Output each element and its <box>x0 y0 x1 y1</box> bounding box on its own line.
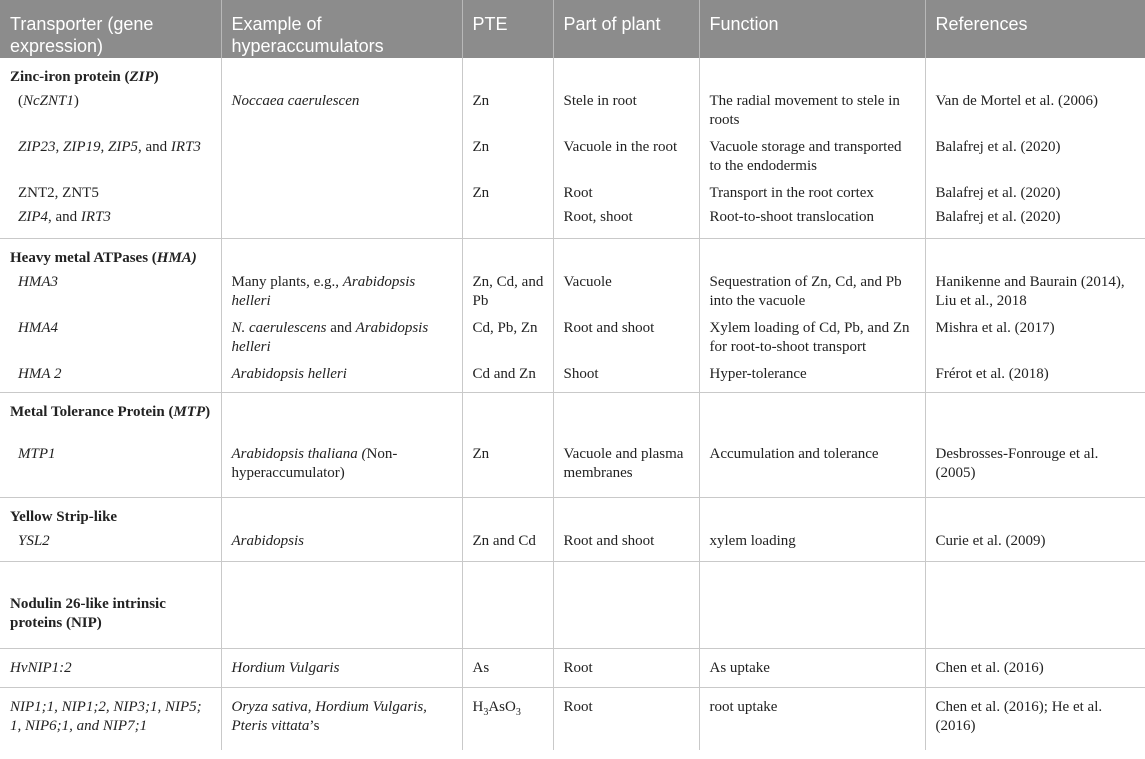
reference-cell: Chen et al. (2016); He et al. (2016) <box>925 688 1145 751</box>
function-cell: Accumulation and tolerance <box>699 445 925 498</box>
reference-cell: Hanikenne and Baurain (2014), Liu et al., 2018 <box>925 273 1145 319</box>
transporter-cell: ZNT2, ZNT5 <box>18 185 99 201</box>
transporter-cell: HvNIP1:2 <box>0 649 221 688</box>
header-hyperaccumulators: Example of hyperaccumulators <box>221 0 462 58</box>
reference-cell: Chen et al. (2016) <box>925 649 1145 688</box>
group-title-text: ) <box>205 404 211 420</box>
function-cell: Sequestration of Zn, Cd, and Pb into the vacuole <box>699 273 925 319</box>
function-cell: xylem loading <box>699 532 925 562</box>
reference-cell: Desbrosses-Fonrouge et al. (2005) <box>925 445 1145 498</box>
empty-cell <box>462 58 553 92</box>
cell-text: Arabidopsis thaliana <box>231 446 358 462</box>
function-cell: The radial movement to stele in roots <box>699 92 925 138</box>
cell-text: , and <box>48 209 81 225</box>
empty-cell <box>553 498 699 533</box>
cell-text: N. caerulescens <box>231 320 327 336</box>
cell-text: Non-hyperaccumulator) <box>231 446 398 481</box>
header-row <box>0 0 1145 58</box>
part-cell: Root and shoot <box>553 319 699 365</box>
example-cell <box>221 273 462 319</box>
part-cell: Vacuole <box>553 273 699 319</box>
table-row <box>0 273 1145 319</box>
function-cell: root uptake <box>699 688 925 751</box>
group-title-mtp <box>0 393 221 446</box>
pte-cell: Zn <box>462 138 553 184</box>
group-title-gene: HMA) <box>156 250 197 266</box>
empty-cell <box>699 239 925 274</box>
empty-cell <box>221 239 462 274</box>
header-function: Function <box>699 0 925 58</box>
example-cell <box>221 445 462 498</box>
empty-cell <box>925 393 1145 446</box>
example-cell: Hordium Vulgaris <box>221 649 462 688</box>
empty-cell <box>699 498 925 533</box>
example-cell <box>221 319 462 365</box>
empty-cell <box>221 498 462 533</box>
empty-cell <box>462 239 553 274</box>
reference-cell: Van de Mortel et al. (2006) <box>925 92 1145 138</box>
pte-cell: Cd and Zn <box>462 365 553 393</box>
reference-cell: Frérot et al. (2018) <box>925 365 1145 393</box>
empty-cell <box>221 562 462 649</box>
table-row <box>0 649 1145 688</box>
group-title-zip <box>0 58 221 92</box>
subscript: 3 <box>483 707 489 718</box>
table-row <box>0 208 1145 239</box>
group-title-row <box>0 393 1145 446</box>
empty-cell <box>462 562 553 649</box>
group-title-nip: Nodulin 26-like intrinsic proteins (NIP) <box>0 562 221 649</box>
empty-cell <box>699 393 925 446</box>
cell-text: , <box>100 139 108 155</box>
empty-cell <box>462 498 553 533</box>
cell-text: IRT3 <box>80 209 111 225</box>
example-cell <box>221 208 462 239</box>
table-row <box>0 92 1145 138</box>
header-part-of-plant: Part of plant <box>553 0 699 58</box>
pte-cell: Zn <box>462 184 553 208</box>
part-cell: Vacuole in the root <box>553 138 699 184</box>
part-cell: Stele in root <box>553 92 699 138</box>
group-title-text: Zinc-iron protein ( <box>10 69 130 85</box>
cell-text: Arabidopsis helleri <box>231 274 416 309</box>
cell-text: AsO <box>488 699 516 715</box>
transporter-cell: HMA4 <box>18 320 58 336</box>
group-title-text: ) <box>153 69 159 85</box>
transporter-cell: NIP1;1, NIP1;2, NIP3;1, NIP5; 1, NIP6;1, and NIP7;1 <box>10 699 202 734</box>
part-cell: Vacuole and plasma membranes <box>553 445 699 498</box>
transporter-cell: MTP1 <box>0 445 221 498</box>
example-cell <box>221 184 462 208</box>
transporter-cell: HMA3 <box>18 274 58 290</box>
cell-text: , <box>55 139 63 155</box>
group-title-row <box>0 239 1145 274</box>
transporter-cell <box>0 92 221 138</box>
empty-cell <box>925 58 1145 92</box>
table-row <box>0 688 1145 751</box>
part-cell: Shoot <box>553 365 699 393</box>
pte-cell: Cd, Pb, Zn <box>462 319 553 365</box>
group-title-gene: ZIP <box>129 69 154 85</box>
transporter-cell: HMA 2 <box>0 365 221 393</box>
function-cell: Vacuole storage and transported to the endodermis <box>699 138 925 184</box>
part-cell: Root, shoot <box>553 208 699 239</box>
function-cell: Transport in the root cortex <box>699 184 925 208</box>
pte-cell <box>462 208 553 239</box>
cell-text: NcZNT1 <box>23 93 74 109</box>
empty-cell <box>462 393 553 446</box>
cell-text: ’s <box>309 718 320 734</box>
transporter-cell <box>0 208 221 239</box>
group-title-gene: MTP <box>173 404 206 420</box>
empty-cell <box>553 393 699 446</box>
header-transporter: Transporter (gene expression) <box>0 0 221 58</box>
cell-text: Many plants, e.g., <box>231 274 343 290</box>
cell-text: , and <box>138 139 171 155</box>
empty-cell <box>221 58 462 92</box>
table-row <box>0 138 1145 184</box>
function-cell: As uptake <box>699 649 925 688</box>
reference-cell: Balafrej et al. (2020) <box>925 208 1145 239</box>
header-references: References <box>925 0 1145 58</box>
cell-text: ) <box>73 93 79 109</box>
part-cell: Root <box>553 184 699 208</box>
group-title-row <box>0 58 1145 92</box>
cell-text: and <box>326 320 356 336</box>
reference-cell: Balafrej et al. (2020) <box>925 138 1145 184</box>
group-title-ysl: Yellow Strip-like <box>10 509 118 525</box>
pte-cell: As <box>462 649 553 688</box>
table-row <box>0 445 1145 498</box>
cell-text: IRT3 <box>170 139 201 155</box>
cell-text: Arabidopsis helleri <box>231 320 429 355</box>
empty-cell <box>699 58 925 92</box>
pte-cell <box>462 688 553 751</box>
group-title-text: Metal Tolerance Protein ( <box>10 404 174 420</box>
function-cell: Xylem loading of Cd, Pb, and Zn for root-to-shoot transport <box>699 319 925 365</box>
cell-text: ( <box>357 446 367 462</box>
group-title-hma <box>0 239 221 274</box>
empty-cell <box>221 393 462 446</box>
empty-cell <box>553 562 699 649</box>
table-row <box>0 532 1145 562</box>
cell-text: ZIP23 <box>18 139 56 155</box>
example-cell: Noccaea caerulescen <box>221 92 462 138</box>
function-cell: Root-to-shoot translocation <box>699 208 925 239</box>
empty-cell <box>699 562 925 649</box>
empty-cell <box>925 239 1145 274</box>
reference-cell: Balafrej et al. (2020) <box>925 184 1145 208</box>
empty-cell <box>925 562 1145 649</box>
group-title-row <box>0 562 1145 649</box>
cell-text: Oryza sativa, Hordium Vulgaris, Pteris vittata <box>231 699 427 734</box>
group-title-text: Heavy metal ATPases ( <box>10 250 157 266</box>
cell-text: ZIP4 <box>18 209 48 225</box>
cell-text: ZIP5 <box>108 139 138 155</box>
pte-cell: Zn and Cd <box>462 532 553 562</box>
transporter-cell: YSL2 <box>0 532 221 562</box>
table-row <box>0 184 1145 208</box>
empty-cell <box>553 239 699 274</box>
transporter-cell <box>0 138 221 184</box>
table-row <box>0 365 1145 393</box>
pte-cell: Zn, Cd, and Pb <box>462 273 553 319</box>
cell-text: H <box>472 699 484 715</box>
subscript: 3 <box>515 707 521 718</box>
example-cell: Arabidopsis <box>221 532 462 562</box>
empty-cell <box>553 58 699 92</box>
example-cell: Arabidopsis helleri <box>221 365 462 393</box>
cell-text: ZIP19 <box>63 139 101 155</box>
part-cell: Root and shoot <box>553 532 699 562</box>
cell-text: ( <box>18 93 23 109</box>
empty-cell <box>925 498 1145 533</box>
header-pte: PTE <box>462 0 553 58</box>
function-cell: Hyper-tolerance <box>699 365 925 393</box>
pte-cell: Zn <box>462 92 553 138</box>
part-cell: Root <box>553 649 699 688</box>
group-title-row <box>0 498 1145 533</box>
reference-cell: Curie et al. (2009) <box>925 532 1145 562</box>
part-cell: Root <box>553 688 699 751</box>
example-cell <box>221 138 462 184</box>
table-row <box>0 319 1145 365</box>
pte-cell: Zn <box>462 445 553 498</box>
reference-cell: Mishra et al. (2017) <box>925 319 1145 365</box>
example-cell <box>221 688 462 751</box>
